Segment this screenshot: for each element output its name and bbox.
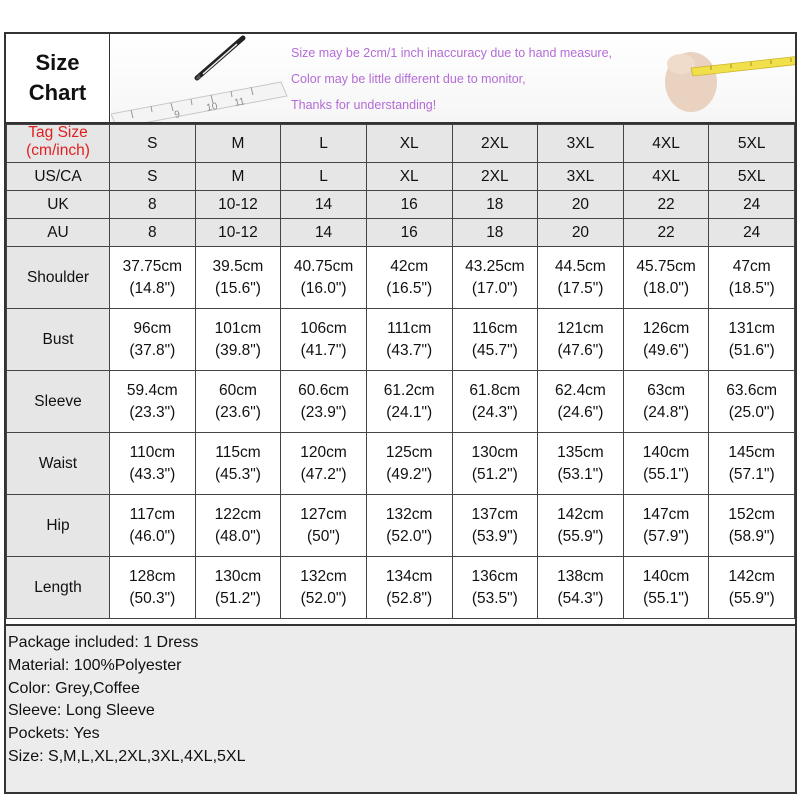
measurement-inch: (24.3") <box>471 403 518 421</box>
measurement-cm: 120cm <box>300 443 347 461</box>
measurement-cell <box>623 495 709 557</box>
measurement-inch: (41.7") <box>300 341 347 359</box>
measurement-cell <box>281 557 367 619</box>
measurement-cm: 131cm <box>728 319 775 337</box>
measurement-inch: (55.1") <box>643 465 690 483</box>
measurement-cell <box>709 309 795 371</box>
measurement-cm: 43.25cm <box>465 257 525 275</box>
note-inaccuracy: Size may be 2cm/1 inch inaccuracy due to hand measure, <box>291 46 613 60</box>
measurement-cell <box>709 247 795 309</box>
size-value-cell: 20 <box>538 219 624 247</box>
size-value-cell: 14 <box>281 219 367 247</box>
row-label: UK <box>7 191 110 219</box>
measurement-cm: 127cm <box>300 505 347 523</box>
measurement-inch: (52.0") <box>386 527 433 545</box>
measurement-cell <box>709 433 795 495</box>
measurement-inch: (16.5") <box>386 279 433 297</box>
measurement-cm: 140cm <box>642 443 690 461</box>
measurement-cm: 116cm <box>472 319 518 337</box>
measurement-cm: 152cm <box>728 505 775 523</box>
measurement-cell <box>195 557 281 619</box>
measurement-cm: 138cm <box>557 567 604 585</box>
measurement-cell <box>452 495 538 557</box>
measurement-inch: (15.6") <box>214 279 261 297</box>
measurement-cm: 44.5cm <box>555 257 606 275</box>
size-conversion-row <box>7 163 795 191</box>
size-value-cell: 24 <box>709 191 795 219</box>
measurement-cm: 125cm <box>385 443 433 461</box>
measurement-cm: 136cm <box>471 567 519 585</box>
row-label: US/CA <box>7 163 110 191</box>
size-value-cell: 10-12 <box>195 191 281 219</box>
measurement-cell <box>538 371 624 433</box>
measurement-inch: (18.5") <box>728 279 775 297</box>
measurement-cell <box>281 371 367 433</box>
detail-sleeve: Sleeve: Long Sleeve <box>8 702 155 720</box>
measurement-inch: (23.3") <box>129 403 176 421</box>
measurement-cell <box>281 495 367 557</box>
measurement-cm: 115cm <box>215 443 261 461</box>
measurement-inch: (57.1") <box>728 465 775 483</box>
measurement-inch: (46.0") <box>129 527 176 545</box>
measurement-inch: (53.1") <box>557 465 604 483</box>
measurement-inch: (49.6") <box>643 341 690 359</box>
row-label: AU <box>7 219 110 247</box>
measurement-inch: (52.0") <box>300 589 347 607</box>
size-value-cell: 24 <box>709 219 795 247</box>
measurement-cm: 130cm <box>471 443 519 461</box>
tag-size-cell: L <box>281 125 367 163</box>
ruler-pencil-illustration <box>111 34 291 122</box>
size-chart-frame <box>4 32 797 794</box>
tag-size-cell: M <box>195 125 281 163</box>
row-label: Sleeve <box>7 371 110 433</box>
size-value-cell: 16 <box>366 191 452 219</box>
measurement-cell <box>195 433 281 495</box>
size-table-body <box>7 125 795 619</box>
measurement-inch: (24.8") <box>643 403 690 421</box>
measurement-inch: (45.7") <box>471 341 518 359</box>
tag-size-label: Tag Size (cm/inch) <box>26 124 90 159</box>
ruler-number-9: 9 <box>173 109 182 121</box>
ruler-number-10: 10 <box>205 101 219 114</box>
measurement-cell <box>366 309 452 371</box>
size-value-cell: L <box>281 163 367 191</box>
row-label: Shoulder <box>7 247 110 309</box>
size-value-cell: 2XL <box>452 163 538 191</box>
detail-package: Package included: 1 Dress <box>8 634 199 651</box>
size-value-cell: 18 <box>452 191 538 219</box>
measurement-cm: 110cm <box>129 443 175 461</box>
measurement-cm: 61.2cm <box>383 381 435 399</box>
tag-size-row <box>7 125 795 163</box>
measurement-cell <box>623 309 709 371</box>
measurement-cm: 96cm <box>133 319 172 337</box>
measurement-cm: 61.8cm <box>469 381 521 399</box>
detail-color: Color: Grey,Coffee <box>8 679 140 697</box>
measurement-cell <box>538 557 624 619</box>
measurement-inch: (43.3") <box>129 465 176 483</box>
measurement-inch: (45.3") <box>214 465 261 483</box>
measurement-cm: 142cm <box>557 505 604 523</box>
measurement-cm: 63.6cm <box>726 381 778 399</box>
measurement-cell <box>538 495 624 557</box>
measurement-inch: (53.5") <box>471 589 518 607</box>
measurement-inch: (24.6") <box>557 403 604 421</box>
measurement-inch: (58.9") <box>728 527 775 545</box>
tag-size-label-cell <box>7 125 110 163</box>
measurement-inch: (55.9") <box>728 589 775 607</box>
measurement-cell <box>110 557 196 619</box>
size-value-cell: 20 <box>538 191 624 219</box>
measurement-cell <box>452 371 538 433</box>
measurement-cm: 132cm <box>300 567 347 585</box>
measurement-inch: (39.8") <box>214 341 261 359</box>
size-value-cell: 8 <box>110 219 196 247</box>
hand-tape-measure-illustration <box>651 34 795 122</box>
size-chart-title <box>29 48 86 108</box>
measurement-inch: (43.7") <box>386 341 433 359</box>
measurement-cell <box>281 433 367 495</box>
ruler-number-11: 11 <box>233 96 246 109</box>
measurement-cm: 101cm <box>214 319 262 337</box>
size-value-cell: XL <box>366 163 452 191</box>
title-line-2: Chart <box>28 80 87 105</box>
measurement-cell <box>110 495 196 557</box>
size-value-cell: 22 <box>623 191 709 219</box>
measurement-cm: 45.75cm <box>636 257 696 275</box>
tag-size-cell: 2XL <box>452 125 538 163</box>
measurement-cm: 145cm <box>728 443 775 461</box>
measurement-cm: 121cm <box>557 319 604 337</box>
row-label: Hip <box>7 495 110 557</box>
measurement-cm: 134cm <box>385 567 433 585</box>
measurement-cm: 40.75cm <box>293 257 354 275</box>
measurement-cm: 128cm <box>129 567 176 585</box>
measurement-cell <box>366 495 452 557</box>
measurement-cell <box>110 433 196 495</box>
measurement-cell <box>709 557 795 619</box>
size-value-cell: M <box>195 163 281 191</box>
measurement-cm: 137cm <box>471 505 519 523</box>
measurement-inch: (50") <box>307 527 341 545</box>
measurement-inch: (16.0") <box>300 279 347 297</box>
title-line-1: Size <box>35 50 80 75</box>
measurement-cell <box>452 247 538 309</box>
measurement-inch: (17.0") <box>471 279 518 297</box>
measurement-cm: 140cm <box>642 567 690 585</box>
measurement-inch: (24.1") <box>386 403 433 421</box>
measurement-cell <box>538 433 624 495</box>
measurement-cm: 37.75cm <box>122 257 183 275</box>
size-value-cell: 4XL <box>623 163 709 191</box>
measurement-cell <box>452 433 538 495</box>
measurement-cm: 39.5cm <box>212 257 264 275</box>
measurement-inch: (17.5") <box>557 279 604 297</box>
measurement-cm: 147cm <box>642 505 690 523</box>
measurement-cell <box>452 557 538 619</box>
note-color: Color may be little different due to monitor, <box>291 72 526 86</box>
measurement-cell <box>366 433 452 495</box>
measurement-inch: (50.3") <box>129 589 176 607</box>
measurement-cm: 42cm <box>390 257 429 275</box>
measurement-inch: (25.0") <box>728 403 775 421</box>
measurement-inch: (54.3") <box>557 589 604 607</box>
measurement-cell <box>366 371 452 433</box>
measurement-cell <box>623 557 709 619</box>
measurement-cell <box>623 433 709 495</box>
measurement-cm: 130cm <box>214 567 262 585</box>
measurement-inch: (51.2") <box>214 589 261 607</box>
tag-size-cell: XL <box>366 125 452 163</box>
measurement-row <box>7 371 795 433</box>
measurement-cm: 59.4cm <box>126 381 178 399</box>
measurement-cell <box>281 247 367 309</box>
measurement-cell <box>623 247 709 309</box>
size-table <box>6 124 795 619</box>
measurement-row <box>7 433 795 495</box>
measurement-cm: 63cm <box>647 381 686 399</box>
measurement-cm: 135cm <box>557 443 604 461</box>
size-value-cell: 3XL <box>538 163 624 191</box>
measurement-row <box>7 495 795 557</box>
measurement-cell <box>110 371 196 433</box>
measurement-cell <box>281 309 367 371</box>
measurement-cm: 47cm <box>732 257 771 275</box>
size-value-cell: 22 <box>623 219 709 247</box>
measurement-cm: 60cm <box>218 381 257 399</box>
measurement-inch: (49.2") <box>386 465 433 483</box>
measurement-cell <box>195 495 281 557</box>
measurement-cm: 132cm <box>385 505 433 523</box>
measurement-cell <box>623 371 709 433</box>
measurement-cell <box>452 309 538 371</box>
measurement-cell <box>366 557 452 619</box>
measurement-cm: 106cm <box>300 319 347 337</box>
size-value-cell: 16 <box>366 219 452 247</box>
measurement-cm: 142cm <box>728 567 775 585</box>
tag-size-cell: 3XL <box>538 125 624 163</box>
measurement-inch: (14.8") <box>129 279 176 297</box>
measurement-inch: (48.0") <box>214 527 261 545</box>
size-value-cell: 18 <box>452 219 538 247</box>
measurement-cell <box>538 247 624 309</box>
tag-size-cell: S <box>110 125 196 163</box>
header <box>6 34 795 124</box>
measurement-inch: (55.9") <box>557 527 604 545</box>
size-value-cell: S <box>110 163 196 191</box>
measurement-inch: (23.9") <box>300 403 347 421</box>
measurement-inch: (47.6") <box>557 341 604 359</box>
measurement-inch: (37.8") <box>129 341 176 359</box>
measurement-cell <box>110 309 196 371</box>
measurement-inch: (51.2") <box>471 465 518 483</box>
row-label: Length <box>7 557 110 619</box>
measurement-inch: (53.9") <box>471 527 518 545</box>
size-chart-title-cell <box>6 34 110 122</box>
measurement-cm: 126cm <box>642 319 690 337</box>
size-value-cell: 8 <box>110 191 196 219</box>
measurement-inch: (52.8") <box>386 589 433 607</box>
size-conversion-row <box>7 191 795 219</box>
measurement-cell <box>195 309 281 371</box>
measurement-inch: (55.1") <box>643 589 690 607</box>
measurement-row <box>7 247 795 309</box>
row-label: Waist <box>7 433 110 495</box>
tag-size-cell: 5XL <box>709 125 795 163</box>
product-details <box>6 624 795 792</box>
measurement-inch: (23.6") <box>214 403 261 421</box>
measurement-cm: 122cm <box>214 505 262 523</box>
size-value-cell: 14 <box>281 191 367 219</box>
measurement-cm: 111cm <box>387 319 432 337</box>
measurement-inch: (18.0") <box>643 279 690 297</box>
measurement-banner <box>111 34 795 122</box>
size-conversion-row <box>7 219 795 247</box>
measurement-cell <box>538 309 624 371</box>
measurement-cm: 117cm <box>129 505 175 523</box>
measurement-cm: 60.6cm <box>298 381 349 399</box>
detail-sizes: Size: S,M,L,XL,2XL,3XL,4XL,5XL <box>8 747 246 765</box>
measurement-cell <box>366 247 452 309</box>
measurement-row <box>7 309 795 371</box>
size-value-cell: 5XL <box>709 163 795 191</box>
size-value-cell: 10-12 <box>195 219 281 247</box>
measurement-cell <box>709 371 795 433</box>
detail-pockets: Pockets: Yes <box>8 725 100 743</box>
measurement-cell <box>709 495 795 557</box>
tag-size-cell: 4XL <box>623 125 709 163</box>
note-thanks: Thanks for understanding! <box>291 98 437 112</box>
measurement-inch: (51.6") <box>728 341 775 359</box>
detail-material: Material: 100%Polyester <box>8 656 182 674</box>
row-label: Bust <box>7 309 110 371</box>
measurement-cell <box>110 247 196 309</box>
measurement-cell <box>195 247 281 309</box>
measurement-row <box>7 557 795 619</box>
measurement-inch: (57.9") <box>643 527 690 545</box>
measurement-cm: 62.4cm <box>555 381 606 399</box>
measurement-cell <box>195 371 281 433</box>
measurement-inch: (47.2") <box>300 465 347 483</box>
